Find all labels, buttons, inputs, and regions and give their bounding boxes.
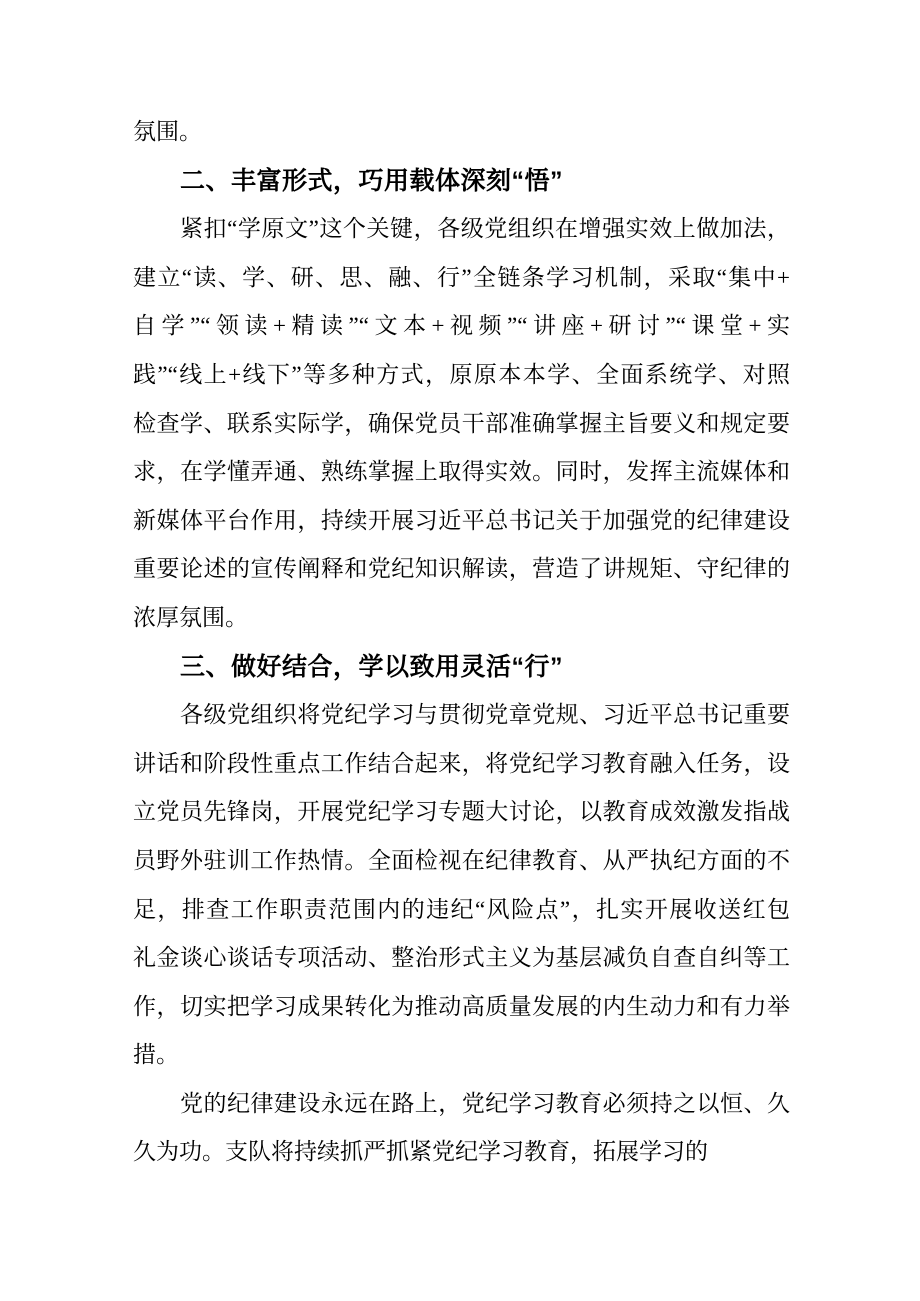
body-text-line: 践”“线上+线下”等多种方式，原原本本学、全面系统学、对照 [133,361,790,387]
body-text-line: 员野外驻训工作热情。全面检视在纪律教育、从严执纪方面的不 [133,847,790,873]
body-text-line: 作，切实把学习成果转化为推动高质量发展的内生动力和有力举 [133,993,790,1019]
body-text-line: 各级党组织将党纪学习与贯彻党章党规、习近平总书记重要 [180,702,790,728]
body-text-line: 礼金谈心谈话专项活动、整治形式主义为基层减负自查自纠等工 [133,945,790,971]
body-text-line: 讲话和阶段性重点工作结合起来，将党纪学习教育融入任务，设 [133,750,790,776]
document-body [133,108,790,1177]
body-text-line: 党的纪律建设永远在路上，党纪学习教育必须持之以恒、久 [180,1090,790,1116]
section-heading: 二、丰富形式，巧用载体深刻“悟” [180,166,564,195]
section-heading: 三、做好结合，学以致用灵活“行” [180,652,564,681]
body-text-line: 检查学、联系实际学，确保党员干部准确掌握主旨要义和规定要 [133,410,790,436]
body-text-line: 立党员先锋岗，开展党纪学习专题大讨论，以教育成效激发指战 [133,799,790,825]
body-text-line: 久为功。支队将持续抓严抓紧党纪学习教育，拓展学习的 [133,1139,708,1165]
body-text-line: 新媒体平台作用，持续开展习近平总书记关于加强党的纪律建设 [133,507,790,533]
body-text-line: 氛围。 [133,119,202,144]
body-text-line: 求，在学懂弄通、熟练掌握上取得实效。同时，发挥主流媒体和 [133,459,790,485]
body-text-line: 自学”“领读+精读”“文本+视频”“讲座+研讨”“课堂+实 [133,313,790,339]
body-text-line: 重要论述的宣传阐释和党纪知识解读，营造了讲规矩、守纪律的 [133,556,790,582]
body-text-line: 足，排查工作职责范围内的违纪“风险点”，扎实开展收送红包 [133,896,790,922]
body-text-line: 建立“读、学、研、思、融、行”全链条学习机制，采取“集中+ [133,264,790,290]
body-text-line: 紧扣“学原文”这个关键，各级党组织在增强实效上做加法， [180,216,790,242]
body-text-line: 措。 [133,1042,179,1068]
body-text-line: 浓厚氛围。 [133,604,248,630]
